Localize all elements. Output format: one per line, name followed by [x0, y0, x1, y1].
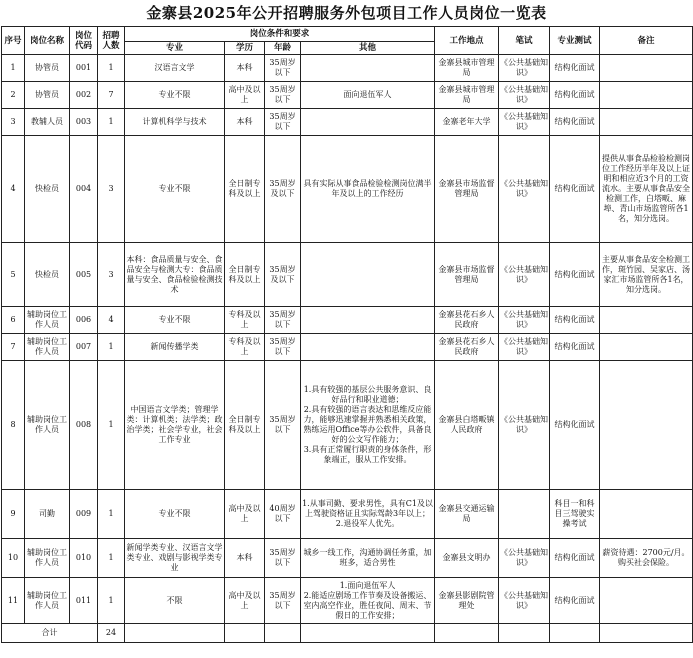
cell-seq: 3	[2, 109, 25, 136]
cell-code: 005	[70, 243, 98, 307]
header-row-1	[2, 27, 693, 42]
cell-code: 002	[70, 82, 98, 109]
header-age: 年龄	[265, 42, 301, 55]
header-post-name: 岗位名称	[25, 27, 70, 55]
table-row	[2, 243, 693, 307]
table-row	[2, 539, 693, 578]
total-row	[2, 624, 693, 643]
cell-major: 本科：食品质量与安全、食品安全与检测大专：食品质量与安全、食品检验检测技术	[125, 243, 225, 307]
cell-written	[499, 490, 550, 539]
cell-other: 具有实际从事食品检验检测岗位满半年及以上的工作经历	[301, 136, 435, 243]
header-major: 专业	[125, 42, 225, 55]
cell-location: 金寨县文明办	[435, 539, 499, 578]
cell-notes	[600, 490, 693, 539]
table-row	[2, 307, 693, 334]
table-row	[2, 55, 693, 82]
empty-cell	[125, 624, 225, 643]
table-row	[2, 334, 693, 361]
cell-name: 辅助岗位工作人员	[25, 334, 70, 361]
header-post-code: 岗位代码	[70, 27, 98, 55]
cell-skill: 结构化面试	[550, 136, 600, 243]
cell-other: 1.具有较强的基层公共服务意识、良好品行和职业道德； 2.具有较强的语言表达和思维反应能力，能够迅速掌握并熟悉相关政策，熟练运用Office等办公软件，具备良好的公文写作能力； 3.具有正常履行职责的身体条件，形象端正，服从工作安排。	[301, 361, 435, 490]
positions-table	[1, 26, 693, 643]
cell-major: 不限	[125, 578, 225, 624]
table-row	[2, 136, 693, 243]
cell-notes	[600, 578, 693, 624]
empty-cell	[550, 624, 600, 643]
header-location: 工作地点	[435, 27, 499, 55]
cell-other	[301, 334, 435, 361]
cell-edu: 本科	[225, 109, 265, 136]
cell-code: 003	[70, 109, 98, 136]
cell-code: 011	[70, 578, 98, 624]
cell-written: 《公共基础知识》	[499, 136, 550, 243]
cell-count: 1	[98, 490, 125, 539]
cell-major: 汉语言文学	[125, 55, 225, 82]
cell-age: 35周岁以下	[265, 109, 301, 136]
cell-name: 快检员	[25, 136, 70, 243]
cell-written: 《公共基础知识》	[499, 334, 550, 361]
cell-name: 司勤	[25, 490, 70, 539]
cell-count: 1	[98, 334, 125, 361]
cell-name: 辅助岗位工作人员	[25, 539, 70, 578]
cell-notes	[600, 82, 693, 109]
table-row	[2, 361, 693, 490]
cell-age: 35周岁以下	[265, 307, 301, 334]
cell-count: 4	[98, 307, 125, 334]
cell-major: 新闻学类专业、汉语言文学类专业、戏剧与影视学类专业	[125, 539, 225, 578]
cell-seq: 2	[2, 82, 25, 109]
cell-seq: 7	[2, 334, 25, 361]
cell-skill: 结构化面试	[550, 334, 600, 361]
empty-cell	[265, 624, 301, 643]
cell-age: 35周岁及以下	[265, 136, 301, 243]
cell-age: 40周岁以下	[265, 490, 301, 539]
cell-major: 计算机科学与技术	[125, 109, 225, 136]
cell-skill: 结构化面试	[550, 539, 600, 578]
cell-location: 金寨县市场监督管理局	[435, 243, 499, 307]
cell-skill: 结构化面试	[550, 361, 600, 490]
cell-major: 中国语言文学类；管理学类：计算机类；法学类；政治学类；社会学专业，社会工作专业	[125, 361, 225, 490]
header-hire-count: 招聘人数	[98, 27, 125, 55]
header-other: 其他	[301, 42, 435, 55]
cell-location: 金寨县白塔畈镇人民政府	[435, 361, 499, 490]
empty-cell	[225, 624, 265, 643]
cell-name: 协管员	[25, 82, 70, 109]
cell-notes	[600, 307, 693, 334]
cell-edu: 本科	[225, 55, 265, 82]
cell-count: 1	[98, 578, 125, 624]
cell-other: 城乡一线工作，沟通协调任务重，加班多，适合男性	[301, 539, 435, 578]
cell-location: 金寨县花石乡人民政府	[435, 334, 499, 361]
total-count: 24	[98, 624, 125, 643]
cell-major: 专业不限	[125, 82, 225, 109]
cell-count: 1	[98, 539, 125, 578]
cell-edu: 全日制专科及以上	[225, 243, 265, 307]
cell-edu: 专科及以上	[225, 334, 265, 361]
cell-skill: 结构化面试	[550, 109, 600, 136]
cell-edu: 高中及以上	[225, 578, 265, 624]
cell-notes	[600, 334, 693, 361]
cell-location: 金寨县市场监督管理局	[435, 136, 499, 243]
cell-notes	[600, 55, 693, 82]
cell-major: 专业不限	[125, 136, 225, 243]
cell-skill: 结构化面试	[550, 578, 600, 624]
cell-age: 35周岁以下	[265, 55, 301, 82]
cell-notes: 薪资待遇：2700元/月。购买社会保险。	[600, 539, 693, 578]
cell-code: 004	[70, 136, 98, 243]
cell-notes	[600, 109, 693, 136]
cell-skill: 科目一和科目三驾驶实操考试	[550, 490, 600, 539]
cell-age: 35周岁以下	[265, 539, 301, 578]
cell-written: 《公共基础知识》	[499, 243, 550, 307]
cell-skill: 结构化面试	[550, 82, 600, 109]
header-conditions: 岗位条件和要求	[125, 27, 435, 42]
total-label: 合计	[2, 624, 98, 643]
cell-edu: 全日制专科及以上	[225, 361, 265, 490]
cell-edu: 高中及以上	[225, 82, 265, 109]
cell-major: 新闻传播学类	[125, 334, 225, 361]
cell-location: 金寨县城市管理局	[435, 82, 499, 109]
cell-other	[301, 243, 435, 307]
cell-notes: 主要从事食品安全检测工作，斑竹园、吴家店、汤家汇市场监管所各1名，知分选岗。	[600, 243, 693, 307]
cell-name: 协管员	[25, 55, 70, 82]
cell-count: 7	[98, 82, 125, 109]
header-notes: 备注	[600, 27, 693, 55]
cell-count: 3	[98, 243, 125, 307]
page-title: 金寨县2025年公开招聘服务外包项目工作人员岗位一览表	[146, 4, 547, 22]
cell-notes	[600, 361, 693, 490]
cell-major: 专业不限	[125, 490, 225, 539]
cell-name: 教辅人员	[25, 109, 70, 136]
cell-seq: 4	[2, 136, 25, 243]
cell-location: 金寨县花石乡人民政府	[435, 307, 499, 334]
cell-code: 010	[70, 539, 98, 578]
cell-written: 《公共基础知识》	[499, 361, 550, 490]
cell-location: 金寨县城市管理局	[435, 55, 499, 82]
cell-name: 辅助岗位工作人员	[25, 578, 70, 624]
table-row	[2, 82, 693, 109]
cell-seq: 5	[2, 243, 25, 307]
cell-name: 辅助岗位工作人员	[25, 307, 70, 334]
cell-age: 35周岁以下	[265, 578, 301, 624]
cell-name: 快检员	[25, 243, 70, 307]
empty-cell	[600, 624, 693, 643]
table-row	[2, 490, 693, 539]
cell-written: 《公共基础知识》	[499, 109, 550, 136]
cell-seq: 8	[2, 361, 25, 490]
cell-age: 35周岁以下	[265, 334, 301, 361]
cell-other	[301, 307, 435, 334]
cell-edu: 专科及以上	[225, 307, 265, 334]
cell-code: 006	[70, 307, 98, 334]
cell-edu: 高中及以上	[225, 490, 265, 539]
cell-skill: 结构化面试	[550, 243, 600, 307]
empty-cell	[435, 624, 499, 643]
cell-seq: 1	[2, 55, 25, 82]
cell-age: 35周岁以下	[265, 82, 301, 109]
cell-location: 金寨县交通运输局	[435, 490, 499, 539]
empty-cell	[499, 624, 550, 643]
cell-code: 008	[70, 361, 98, 490]
header-written: 笔试	[499, 27, 550, 55]
cell-written: 《公共基础知识》	[499, 578, 550, 624]
cell-other	[301, 109, 435, 136]
cell-code: 001	[70, 55, 98, 82]
header-skill: 专业测试	[550, 27, 600, 55]
cell-skill: 结构化面试	[550, 55, 600, 82]
cell-code: 007	[70, 334, 98, 361]
cell-location: 金寨县影剧院管理处	[435, 578, 499, 624]
cell-other: 1.面向退伍军人 2.能适应剧场工作节奏及设备搬运、室内高空作业，胜任夜间、周末、节假日的工作安排；	[301, 578, 435, 624]
cell-other: 1.从事司勤、要求男性，具有C1及以上驾驶资格证且实际驾龄3年以上；2.退役军人优先。	[301, 490, 435, 539]
cell-seq: 11	[2, 578, 25, 624]
empty-cell	[301, 624, 435, 643]
cell-written: 《公共基础知识》	[499, 82, 550, 109]
cell-other	[301, 55, 435, 82]
header-seq: 序号	[2, 27, 25, 55]
cell-written: 《公共基础知识》	[499, 55, 550, 82]
cell-other: 面向退伍军人	[301, 82, 435, 109]
table-row	[2, 578, 693, 624]
cell-notes: 提供从事食品检验检测岗位工作经历半年及以上证明和相应近3个月的工资流水。主要从事食品安全检测工作，白塔畈、麻埠、青山市场监管所各1名，知分选岗。	[600, 136, 693, 243]
cell-edu: 本科	[225, 539, 265, 578]
cell-skill: 结构化面试	[550, 307, 600, 334]
cell-edu: 全日制专科及以上	[225, 136, 265, 243]
cell-written: 《公共基础知识》	[499, 307, 550, 334]
header-education: 学历	[225, 42, 265, 55]
cell-seq: 9	[2, 490, 25, 539]
cell-age: 35周岁及以下	[265, 243, 301, 307]
cell-count: 1	[98, 55, 125, 82]
cell-age: 35周岁以下	[265, 361, 301, 490]
cell-count: 1	[98, 361, 125, 490]
cell-seq: 6	[2, 307, 25, 334]
cell-written: 《公共基础知识》	[499, 539, 550, 578]
cell-seq: 10	[2, 539, 25, 578]
cell-location: 金寨老年大学	[435, 109, 499, 136]
cell-name: 辅助岗位工作人员	[25, 361, 70, 490]
cell-code: 009	[70, 490, 98, 539]
cell-count: 1	[98, 109, 125, 136]
cell-major: 专业不限	[125, 307, 225, 334]
cell-count: 3	[98, 136, 125, 243]
table-row	[2, 109, 693, 136]
